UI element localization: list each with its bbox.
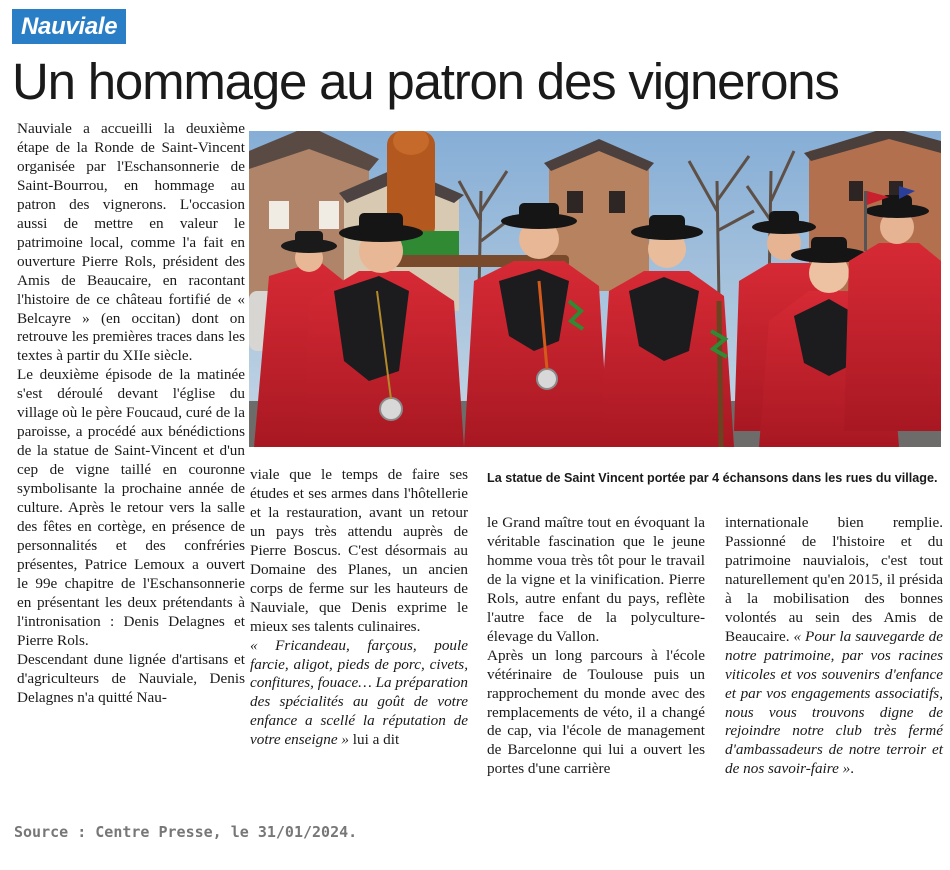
quote: « Fricandeau, farçous, poule farcie, aligot, pieds de porc, civets, confitures, fouace… La préparation des spécialités au goût de votre enfance a scellé la réputation de votre enseigne » [250, 636, 468, 749]
article-photo [249, 131, 941, 447]
article-column-1 [17, 120, 245, 708]
paragraph: viale que le temps de faire ses études et ses armes dans l'hôtellerie et la restauration, avant un retour un pays très attendu auprès de Pierre Boscus. C'est désormais au Domaine des Planes, un ancien corps de ferme sur les hauteurs de Nauviale, que Denis exprime le mieux ses talents culinaires. [250, 466, 468, 635]
paragraph: le Grand maître tout en évoquant la véritable fascination que le jeune homme voua très tôt pour le travail de la vigne et la vinification. Pierre Rols, autre enfant du pays, reflète l'autre face de la polyculture-élevage du Vallon. [487, 514, 705, 645]
quote-end: . [850, 760, 855, 778]
text-run: internationale bien remplie. Passionné de l'histoire et du patrimoine nauvialois, c'est tout naturellement qu'en 2015, il présida à la mobilisation des bonnes volontés au sein des Amis de Beaucaire. [725, 514, 943, 645]
article-column-4 [725, 514, 943, 779]
section-label: Nauviale [12, 9, 126, 44]
paragraph: Le deuxième épisode de la matinée s'est déroulé devant l'église du village où le père Foucaud, curé de la paroisse, a procédé aux bénédictions de la statue de Saint-Vincent et d'un cep de vigne taillé en couronne symbolisante la prochaine année de culture. Après le retour vers la salle des fêtes en cortège, en présence de personnalités et des confréries présentes, Patrice Lemoux a ouvert le 99e chapitre de l'Eschansonnerie en présentant les deux prétendants à l'intronisation : Denis Delagnes et Pierre Rols. [17, 366, 245, 649]
article-column-3 [487, 514, 705, 779]
paragraph: Nauviale a accueilli la deuxième étape de la Ronde de Saint-Vincent organisée par l'Eschansonnerie de Saint-Bourrou, en hommage au patron des vignerons. L'occasion aussi de mettre en valeur le patrimoine local, comme l'a fait en ouverture Pierre Rols, président des Amis de Beaucaire, en racontant l'histoire de ce château fortifié de « Belcayre » (en occitan) dont on retrouve les premières traces dans les textes à partir du XIIe siècle. [17, 120, 245, 365]
paragraph: Après un long parcours à l'école vétérinaire de Toulouse puis un rapprochement du monde avec des remplacements de véto, il a changé de cap, via l'école de management de Barcelonne qui lui a ouvert les portes d'une carrière [487, 646, 705, 778]
article-headline: Un hommage au patron des vignerons [12, 53, 839, 110]
procession-photo-illustration [249, 131, 941, 447]
paragraph: Descendant dune lignée d'artisans et d'agriculteurs de Nauviale, Denis Delagnes n'a quitté Nau- [17, 650, 245, 706]
quote-paragraph [250, 637, 468, 751]
article-column-2 [250, 466, 468, 750]
paragraph [725, 514, 943, 779]
photo-caption: La statue de Saint Vincent portée par 4 échansons dans les rues du village. [487, 471, 938, 485]
quote-attribution: lui a dit [348, 731, 400, 749]
quote: « Pour la sauvegarde de notre patrimoine, par vos racines viticoles et vos souvenirs d'enfance et par vos engagements associatifs, nous vous trouvons digne de rejoindre notre club très fermé d'ambassadeurs de notre terroir et de nos savoir-faire » [725, 627, 943, 778]
source-credit: Source : Centre Presse, le 31/01/2024. [14, 823, 358, 841]
